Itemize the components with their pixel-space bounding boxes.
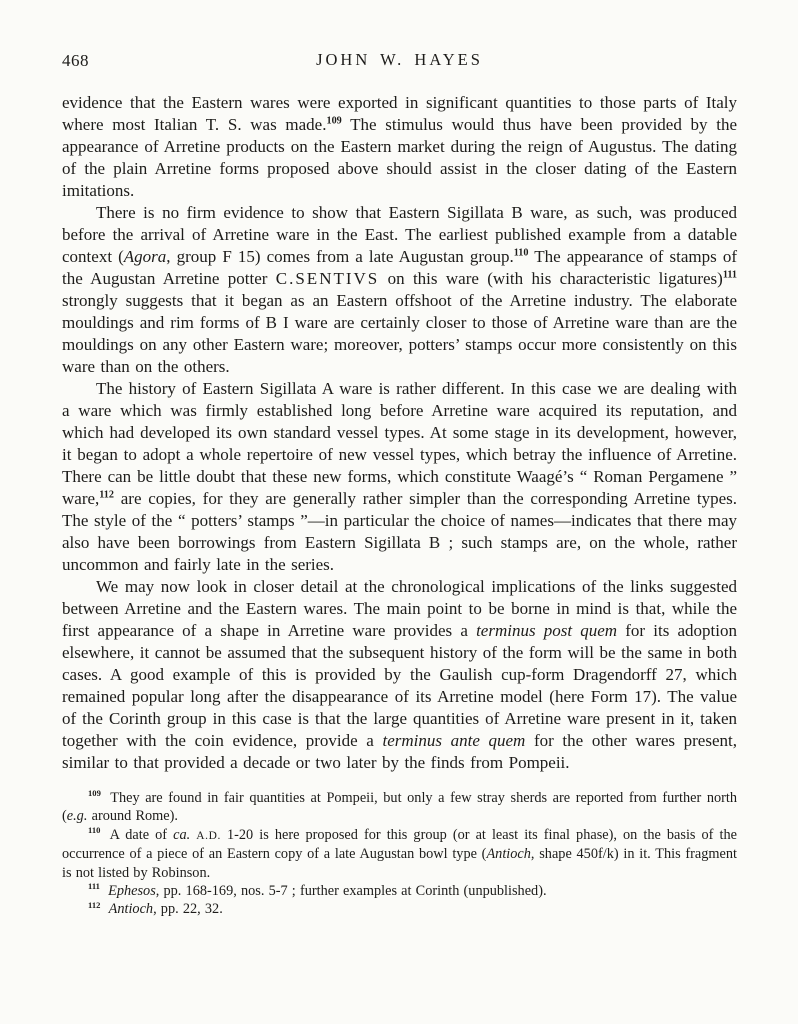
text-run: C.SENTIVS: [275, 269, 380, 288]
footnote-reference: 112: [99, 489, 114, 501]
text-run: ca.: [173, 826, 191, 843]
footnote-reference: 109: [326, 115, 342, 127]
text-run: Agora: [123, 247, 167, 266]
text-run: Antioch: [108, 901, 154, 918]
footnote: [62, 826, 737, 882]
footnotes: [62, 789, 737, 919]
text-run: for its adoption elsewhere, it cannot be assumed that the subsequent history of the form will be the same in both cases. A good example of this is provided by the Gaulish cup-form Dragendorff 27, which remained popular long after the disappearance of its Arretine model (here Form 17). The value of the Corinth group in this case is that the large quantities of Arretine ware present in it, taken together with the coin evidence, provide a: [62, 621, 738, 750]
text-run: , pp. 22, 32.: [153, 901, 223, 918]
text-run: A.D.: [196, 829, 221, 842]
footnote-number: 111: [88, 881, 100, 892]
paragraph: [62, 378, 737, 576]
text-run: A date of: [104, 826, 174, 843]
text-run: Antioch: [486, 846, 531, 863]
text-run: , pp. 168-169, nos. 5-7 ; further examples at Corinth (unpublished).: [155, 883, 547, 900]
footnote: [62, 900, 737, 918]
text-run: e.g.: [66, 808, 88, 825]
text-run: 1-20 is here proposed for this group (or at least its final phase), on the basis of the occurrence of a piece of an Eastern copy of a late Augustan bowl type (: [62, 826, 737, 863]
text-run: , group F 15) comes from a late Augustan group.: [166, 247, 514, 266]
text-run: are copies, for they are generally rather simpler than the corresponding Arretine types. The style of the “ potters’ stamps ”—in particular the choice of names—indicates that there may also have been borrowings from Eastern Sigillata B ; such stamps are, on the whole, rather uncommon and fairly late in the series.: [62, 489, 737, 574]
page-number: 468: [62, 51, 89, 70]
text-run: They are found in fair quantities at Pompeii, but only a few stray sherds are reported from further north (: [62, 790, 737, 825]
text-run: The stimulus would thus have been provided by the appearance of Arretine products on the Eastern market during the reign of Augustus. The dating of the plain Arretine forms proposed above should assist in the closer dating of the Eastern imitations.: [62, 115, 738, 200]
footnote-number: 112: [88, 899, 101, 910]
footnote: [62, 789, 737, 826]
paragraph: [62, 576, 737, 774]
footnote-number: 109: [88, 788, 101, 799]
running-head-author: JOHN W. HAYES: [316, 50, 483, 69]
footnote-reference: 111: [722, 269, 737, 281]
text-run: terminus post quem: [476, 621, 618, 640]
text-run: The history of Eastern Sigillata A ware is rather different. In this case we are dealing with a ware which was firmly established long before Arretine ware acquired its reputation, and which had developed its own standard vessel types. At some stage in its development, however, it began to adopt a whole repertoire of new vessel types, which betray the influence of Arretine. There can be little doubt that these new forms, which constitute Waagé’s “ Roman Pergamene ” ware,: [62, 379, 737, 508]
text-run: around Rome).: [87, 808, 178, 825]
text-run: There is no firm evidence to show that Eastern Sigillata B ware, as such, was produced before the arrival of Arretine ware in the East. The earliest published example from a datable context (: [62, 203, 737, 266]
paragraph: [62, 92, 737, 202]
text-run: terminus ante quem: [382, 731, 526, 750]
footnote-reference: 110: [513, 247, 529, 259]
page-header: [62, 50, 737, 69]
text-run: on this ware (with his characteristic ligatures): [379, 269, 723, 288]
text-run: for the other wares present, similar to that provided a decade or two later by the finds from Pompeii.: [62, 731, 737, 772]
text-run: , shape 450f/k) in it. This fragment is not listed by Robinson.: [62, 846, 737, 881]
text-run: Ephesos: [108, 883, 156, 900]
text-run: evidence that the Eastern wares were exported in significant quantities to those parts of Italy where most Italian T. S. was made.: [62, 93, 737, 134]
paragraph: [62, 202, 737, 378]
footnote-number: 110: [88, 825, 101, 836]
text-run: The appearance of stamps of the Augustan Arretine potter: [62, 247, 737, 288]
footnote: [62, 882, 737, 900]
body-paragraphs: [62, 92, 737, 774]
text-run: We may now look in closer detail at the chronological implications of the links suggested between Arretine and the Eastern wares. The main point to be borne in mind is that, while the first appearance of a shape in Arretine ware provides a: [62, 577, 737, 640]
text-run: strongly suggests that it began as an Eastern offshoot of the Arretine industry. The elaborate mouldings and rim forms of B I ware are certainly closer to those of Arretine ware than are the mouldings on any other Eastern ware; moreover, potters’ stamps occur more consistently on this ware than on the others.: [62, 291, 737, 376]
